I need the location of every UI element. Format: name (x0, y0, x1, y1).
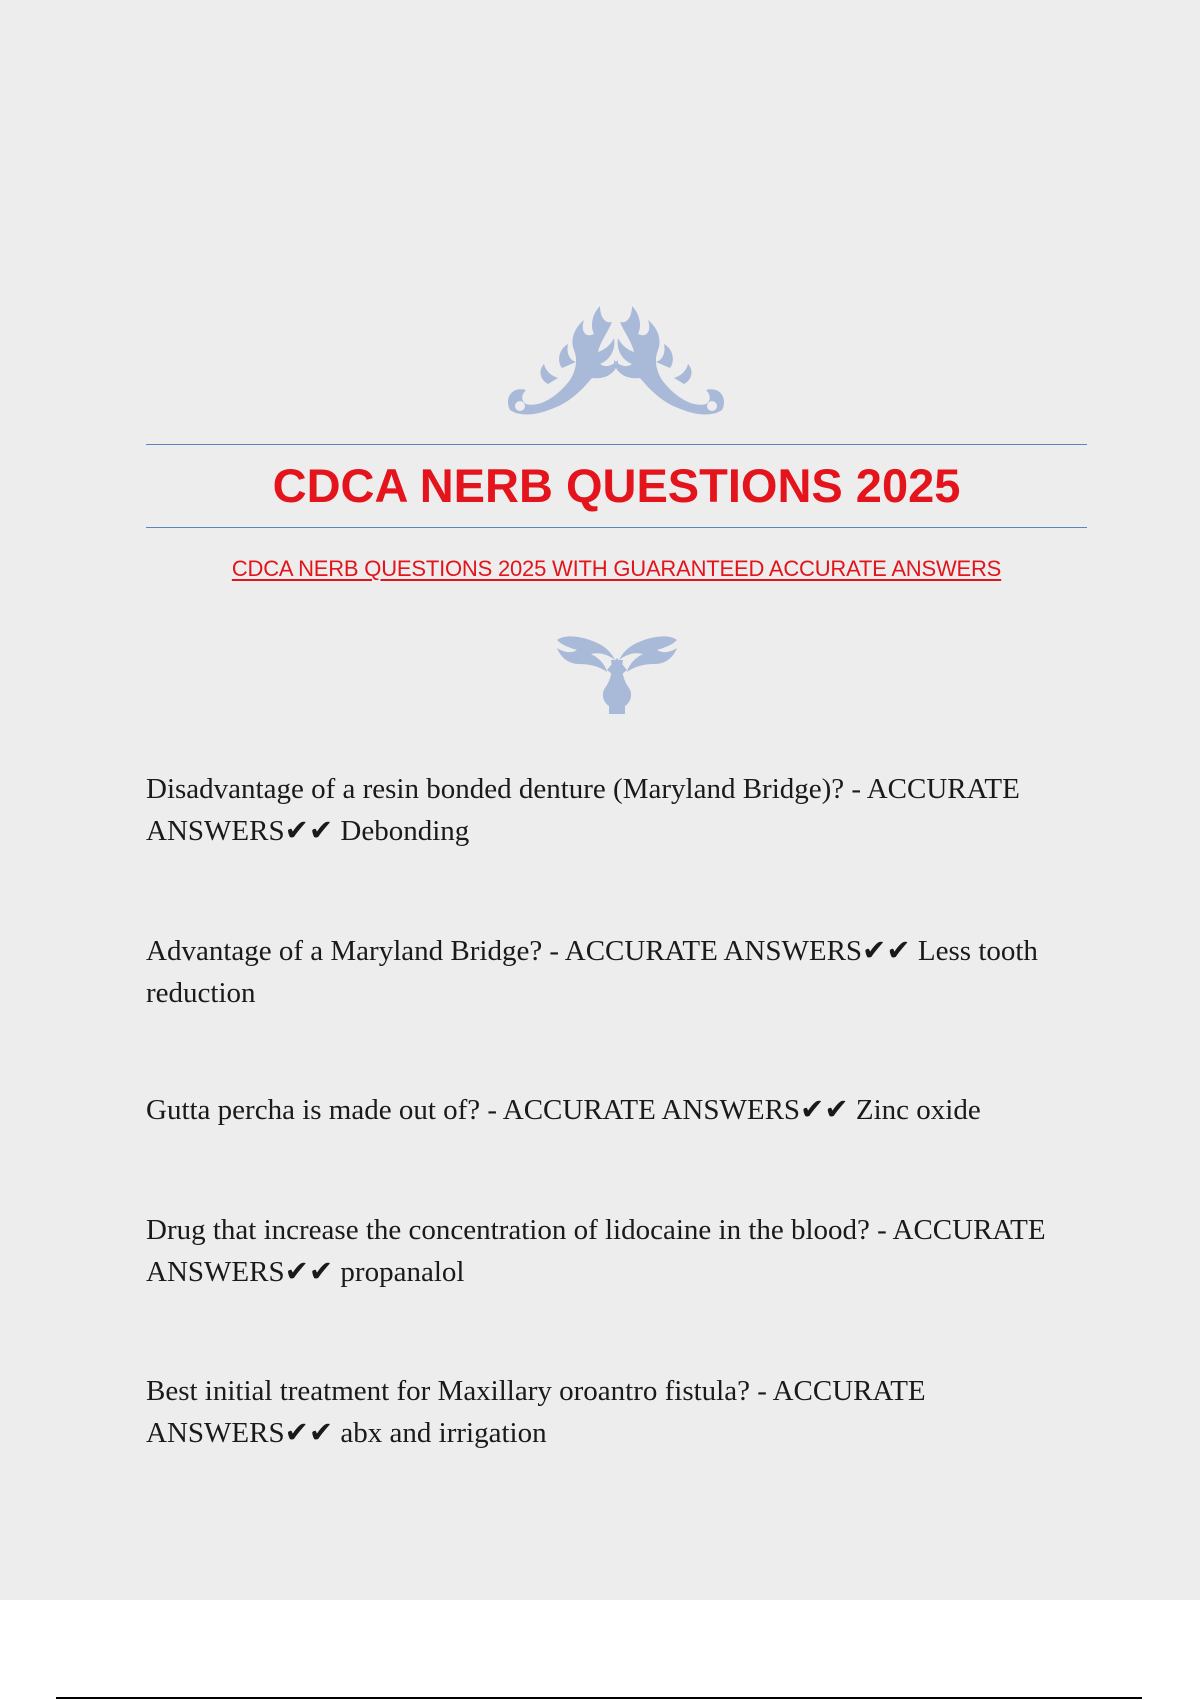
qa-item (146, 930, 1086, 1014)
qa-question: Best initial treatment for Maxillary oroantro fistula? - (146, 1375, 767, 1407)
floral-ornament-bottom-icon (555, 630, 679, 714)
document-title: CDCA NERB QUESTIONS 2025 (272, 459, 961, 512)
qa-marker: ACCURATE ANSWERS✔✔ (564, 935, 911, 967)
qa-question: Drug that increase the concentration of lidocaine in the blood? - (146, 1214, 887, 1246)
qa-question: Disadvantage of a resin bonded denture (Maryland Bridge)? - (146, 773, 862, 805)
qa-item (146, 768, 1086, 852)
qa-marker: ACCURATE ANSWERS✔✔ (502, 1094, 849, 1126)
qa-answer: abx and irrigation (340, 1417, 547, 1449)
qa-marker: ACCURATE ANSWERS✔✔ (146, 1214, 1046, 1288)
qa-answer: Zinc oxide (855, 1094, 981, 1126)
qa-answer: Debonding (340, 815, 470, 847)
qa-question: Gutta percha is made out of? - (146, 1094, 498, 1126)
qa-marker: ACCURATE ANSWERS✔✔ (146, 773, 1020, 847)
qa-answer: Less tooth reduction (146, 935, 1038, 1009)
qa-item (146, 1089, 1086, 1131)
qa-question: Advantage of a Maryland Bridge? - (146, 935, 560, 967)
title-rule-top (146, 444, 1087, 445)
footer-rule (56, 1697, 1142, 1699)
floral-ornament-top-icon (500, 298, 732, 424)
qa-item (146, 1209, 1086, 1293)
qa-item (146, 1370, 1086, 1454)
qa-marker: ACCURATE ANSWERS✔✔ (146, 1375, 926, 1449)
qa-answer: propanalol (340, 1256, 465, 1288)
document-subtitle: CDCA NERB QUESTIONS 2025 WITH GUARANTEED ACCURATE ANSWERS (231, 556, 1002, 581)
title-rule-bottom (146, 527, 1087, 528)
